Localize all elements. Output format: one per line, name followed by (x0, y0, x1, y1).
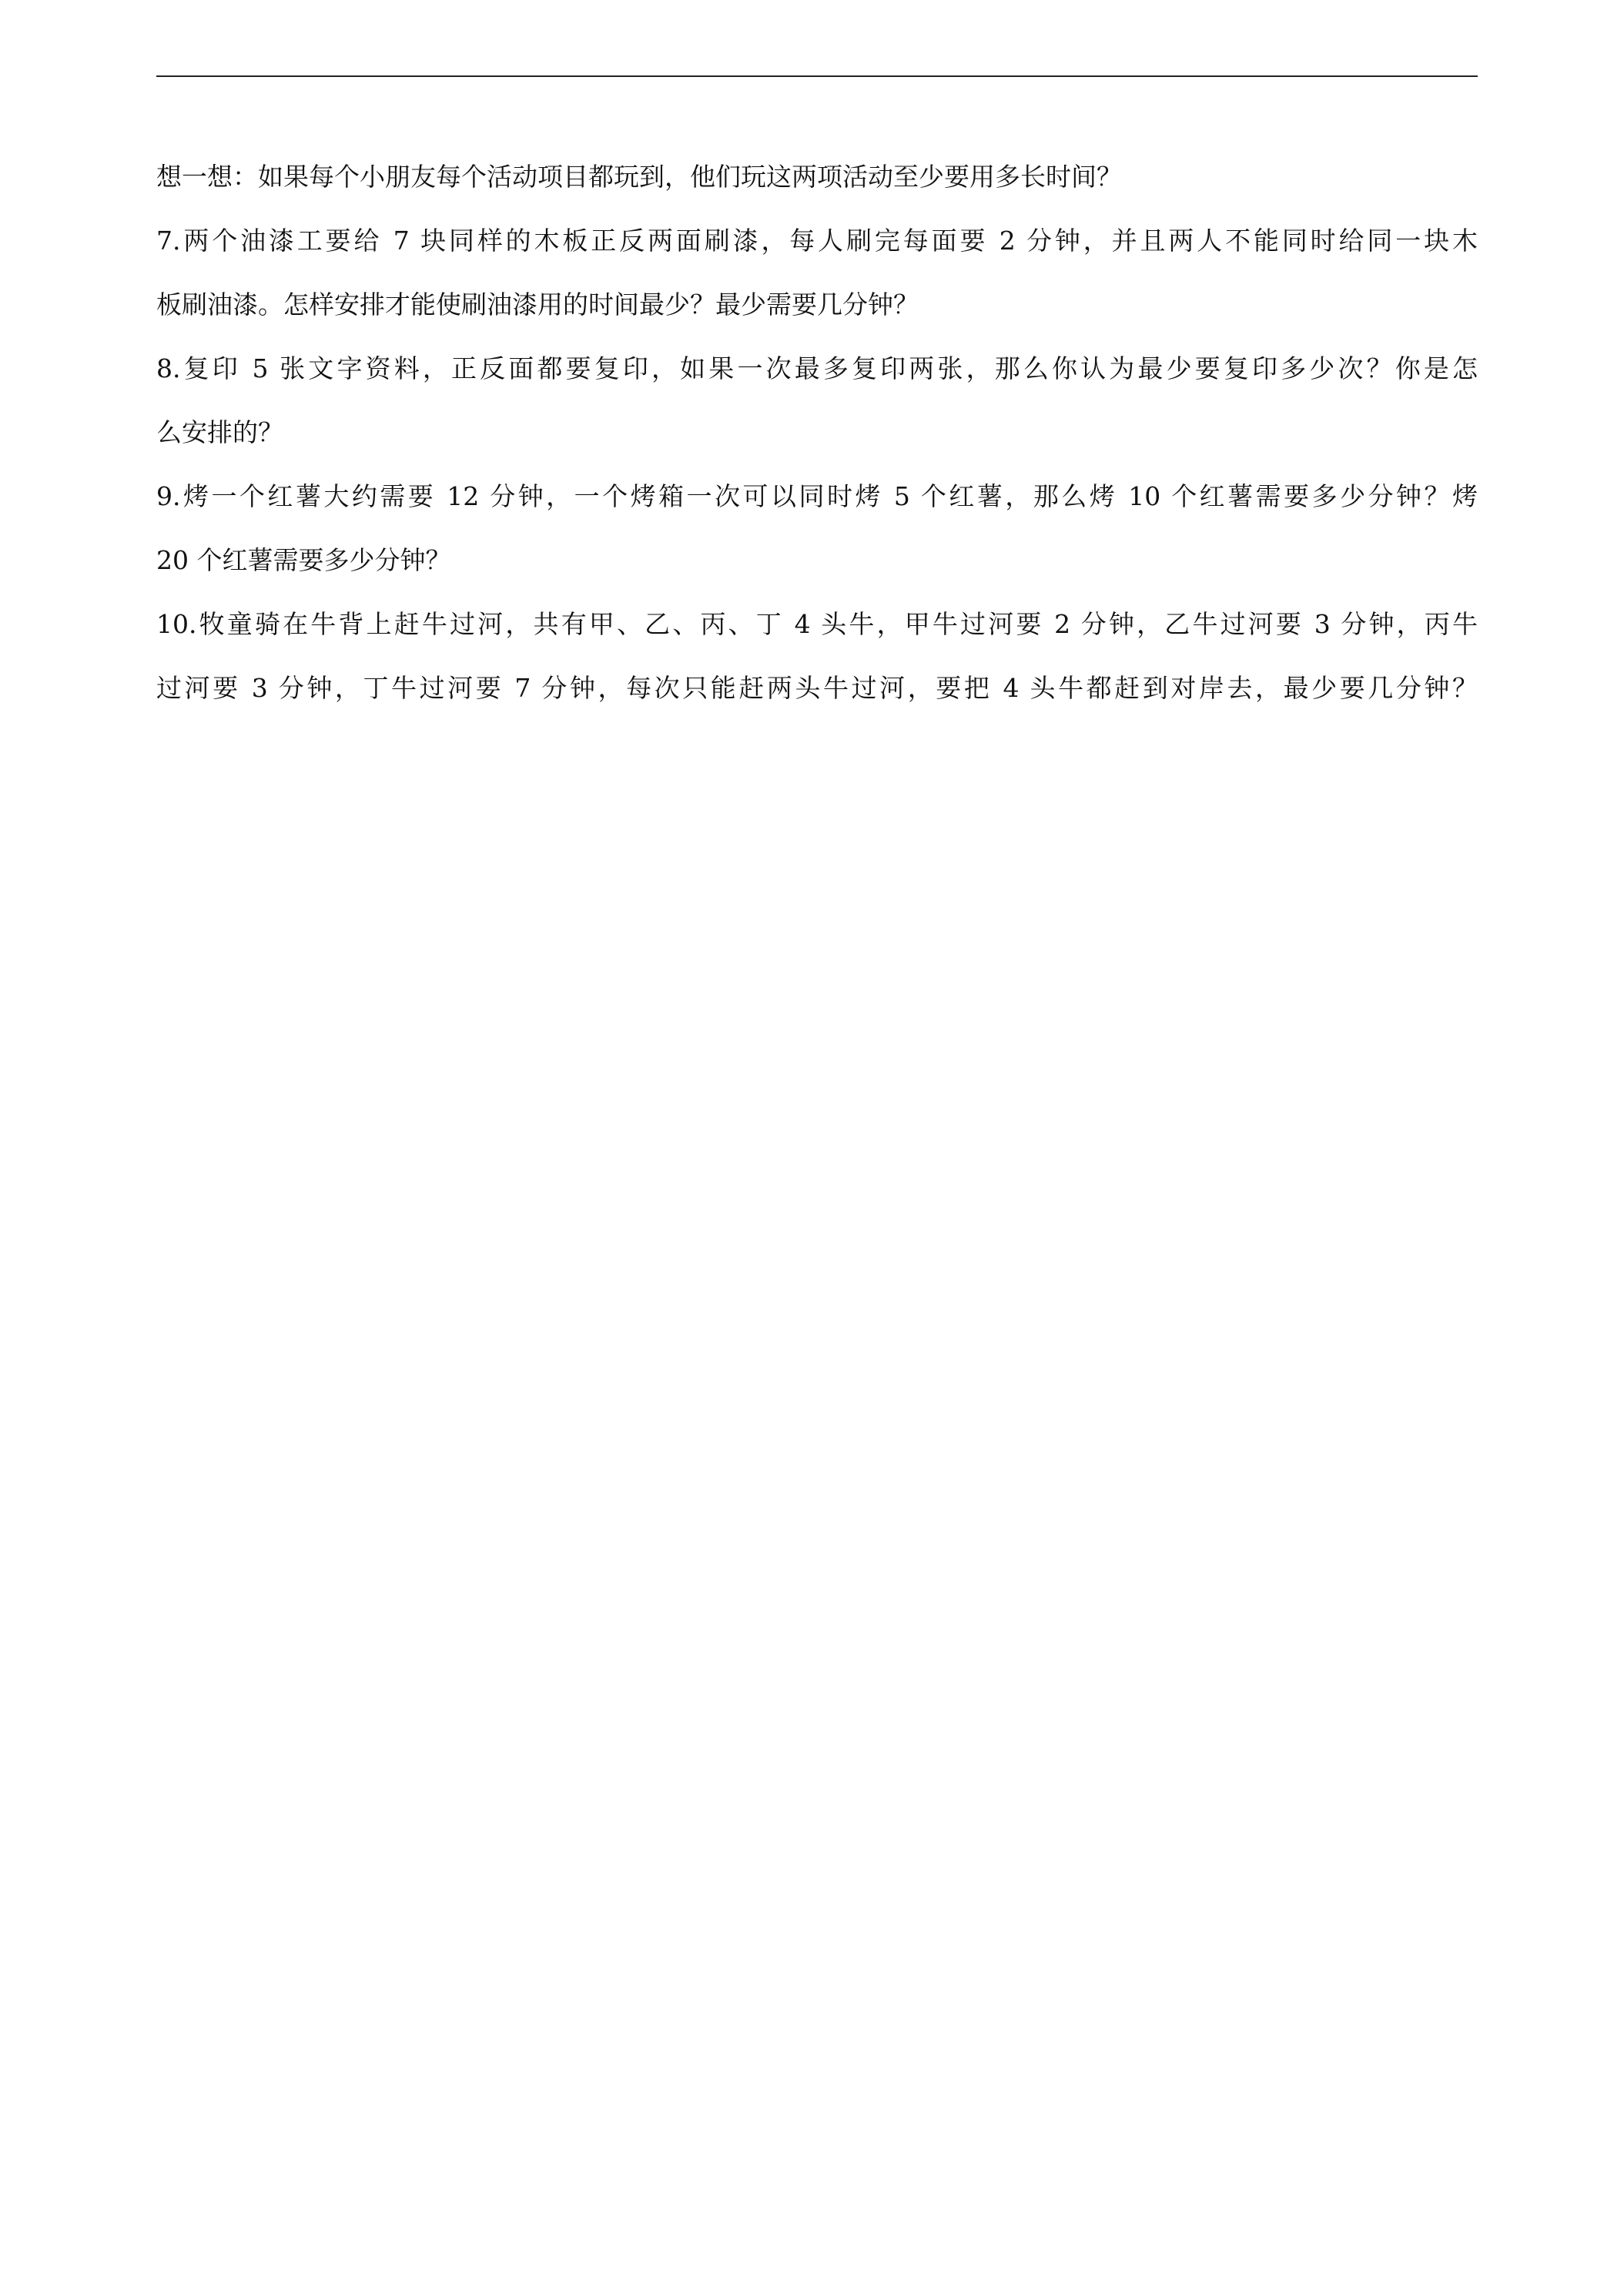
question-9-line-1: 9.烤一个红薯大约需要 12 分钟，一个烤箱一次可以同时烤 5 个红薯，那么烤 10 个红薯需要多少分钟？烤 (156, 481, 1478, 511)
question-8-line-1: 8.复印 5 张文字资料，正反面都要复印，如果一次最多复印两张，那么你认为最少要复印多少次？你是怎 (156, 353, 1478, 383)
question-10-line-1: 10.牧童骑在牛背上赶牛过河，共有甲、乙、丙、丁 4 头牛，甲牛过河要 2 分钟，乙牛过河要 3 分钟，丙牛 (156, 609, 1478, 639)
question-7-line-2: 板刷油漆。怎样安排才能使刷油漆用的时间最少？最少需要几分钟？ (156, 290, 919, 320)
question-10-line-2: 过河要 3 分钟，丁牛过河要 7 分钟，每次只能赶两头牛过河，要把 4 头牛都赶到对岸去，最少要几分钟？ (156, 673, 1478, 703)
header-rule (156, 75, 1478, 77)
think-prompt-line: 想一想：如果每个小朋友每个活动项目都玩到，他们玩这两项活动至少要用多长时间？ (156, 162, 1122, 192)
question-8-line-2: 么安排的？ (156, 417, 283, 447)
question-7-line-1: 7.两个油漆工要给 7 块同样的木板正反两面刷漆，每人刷完每面要 2 分钟，并且两人不能同时给同一块木 (156, 226, 1478, 256)
question-9-line-2: 20 个红薯需要多少分钟？ (156, 545, 451, 575)
